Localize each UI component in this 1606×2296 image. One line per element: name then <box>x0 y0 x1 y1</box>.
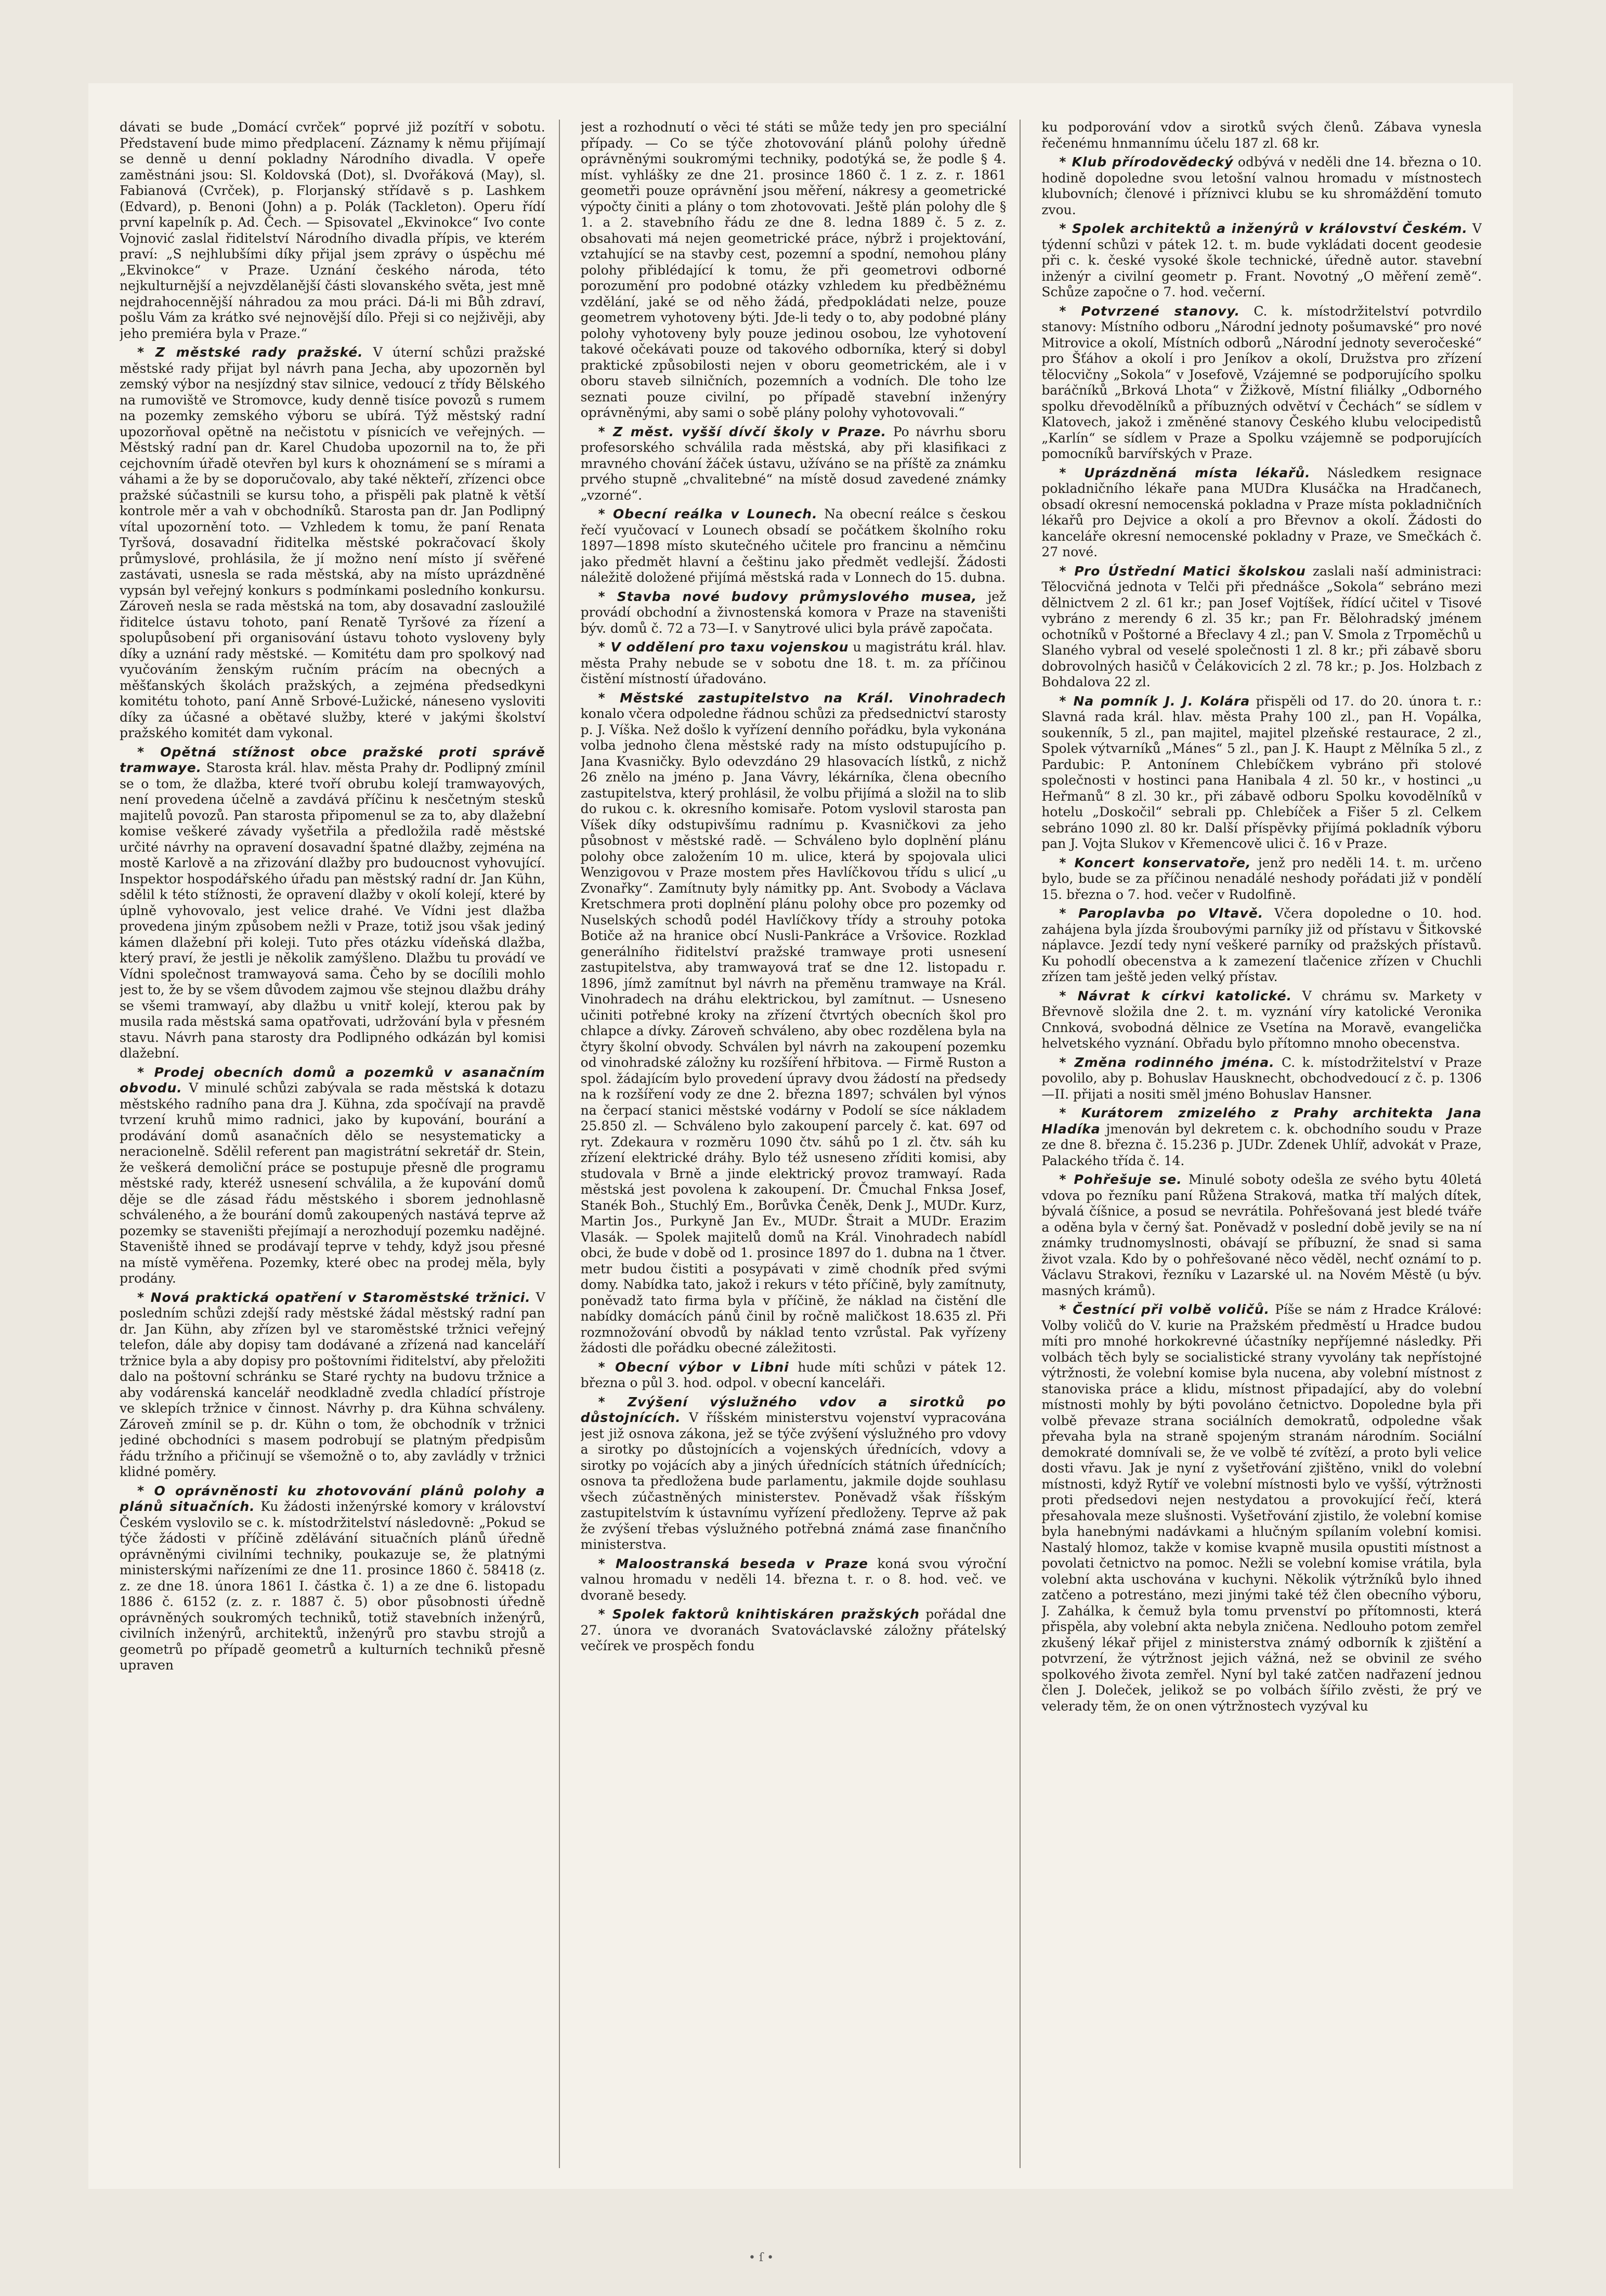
article-text: C. k. místodržitelství v Praze povolilo, aby p. Bohuslav Hausknecht, obchodvedoucí z č. p. 1306—II. přijati a nositi směl jméno Bohuslav Hansner. <box>1041 1054 1482 1102</box>
article-headline: * Kurátorem zmizelého z Prahy architekta Jana Hladíka <box>1041 1105 1482 1137</box>
article-headline: * Na pomník J. J. Kolára <box>1059 693 1250 709</box>
article-text: V minulé schůzi zabývala se rada městská k dotazu městského radního pana dra J. Kühna, zda spočívají na pravdě tvrzení kruhů mimo radnici, jako by kupování, bourání a prodávání domů asanačních dělo se nesystematicky a neracionelně. Sdělil referent pan magistrátní sekretář dr. Stein, že veškerá demoliční práce se postupuje přesně dle programu městské rady, kteréž usnesení schválila, a že kupování domů děje se dle zásad řádu městského i sborem jednohlasně schváleného, a že bourání domů zakoupených nastává teprve až pozemky se staveništi přejímají a nerozhodují pozemku nadějné. Staveniště ihned se prodávají teprve v tehdy, když jsou přesné na místě vyměřena. Pozemky, které obec na prodej měla, byly prodány. <box>120 1080 545 1286</box>
article-headline: * Nová praktická opatření v Staroměstské tržnici. <box>137 1289 531 1305</box>
article-paragraph <box>1041 120 1482 151</box>
article-headline: * O oprávněnosti ku zhotovování plánů polohy a plánů situačních. <box>120 1483 545 1514</box>
article-headline: * Stavba nové budovy průmyslového musea, <box>598 589 977 604</box>
article-text: pořádal dne 27. února ve dvoranách Svatováclavské záložny přátelský večírek ve prospěch fondu <box>580 1607 1007 1653</box>
article-paragraph <box>1041 1302 1482 1714</box>
article-text: koná svou výroční valnou hromadu v neděli 14. března t. r. o 8. hod. več. ve dvoraně besedy. <box>580 1556 1007 1603</box>
article-paragraph <box>120 1290 545 1480</box>
article-paragraph <box>120 745 545 1062</box>
article-headline: * Návrat k církvi katolické. <box>1059 988 1292 1003</box>
article-paragraph <box>120 1483 545 1674</box>
article-text: Píše se nám z Hradce Králové: Volby voličů do V. kurie na Pražském předměstí u Hradce budou míti pro mnohé horkokrevné účastníky nepříjemné následky. Při volbách těch byly se socialistické strany vyvolány tak nepřístojné výtržnosti, že volební komise byla nucena, aby volební místnost z stanoviska práce a klidu, místnost připadající, aby do volební místnosti mohly by býti povoláno četnictvo. Dopoledne byla při volbě převaze strana sociálních demokratů, odpoledne však převaha byla na straně spojeným stranám národním. Sociální demokraté domnívali se, že ve volbě té zvítězí, a proto byli velice dosti vřavu. Jak je nyní z vyšetřování zjištěno, vnikl do volební místnosti, když Rytíř ve volební místnosti bylo ve vyšší, výtržnosti proti předsedovi nejen nestydatou a provokující řečí, která přesahovala meze slušnosti. Vyšetřování zjistilo, že volební komise byla hanebnými nadávkami a hlučným spílaním volební komisi. Nastalý hlomoz, takže v komise kvapně musila opustiti místnost a povolati četnictvo na pomoc. Nežli se volební komise vrátila, byla volební akta uschována v kuchyni. Několik výtržníků bylo ihned zatčeno a potrestáno, mezi jinými také též člen obecního výboru, J. Zahálka, k čemuž byla tomu prvenství po přítomnosti, která přispěla, aby volební akta nebyla zničena. Nedlouho potom zemřel zkušený lékař přijel z ministerstva známý odborník k zjištění a potvrzení, že výtržnost jejich vážná, než se obvinil ze svého spolkového života zemřel. Nyní byl také zatčen nadřazení jednou člen J. Doleček, jelikož se po volbách šířilo zvěsti, že prý ve velerady těm, že on onen výtržnostech vyzýval ku <box>1041 1302 1482 1714</box>
article-headline: * Pro Ústřední Matici školskou <box>1059 563 1306 579</box>
article-text: C. k. místodržitelství potvrdilo stanovy: Místního odboru „Národní jednoty pošumavské“ pro nové Mitrovice a okolí, Místních odborů „Národní jednoty severočeské“ pro Šťáhov a okolí i pro Jeníkov a okolí, Družstva pro zřízení tělocvičny „Sokola“ v Josefově, Vzájemné se podporujícího spolku baráčníků „Brková Lhota“ v Žižkově, Místní filiálky „Odborného spolku dřevodělníků a příbuzných odvětví v Čechách“ se sídlem v Klatovech, jakož i změněné stanovy Českého klubu velocipedistů „Karlín“ se sídlem v Praze a Spolku vzájemně se podporujících pomocníků barvířských v Praze. <box>1041 303 1482 461</box>
article-paragraph <box>1041 154 1482 218</box>
article-headline: * Spolek architektů a inženýrů v království Českém. <box>1059 221 1468 236</box>
article-paragraph <box>581 120 1007 421</box>
article-headline: * Změna rodinného jména. <box>1059 1054 1275 1070</box>
article-paragraph <box>581 690 1007 1356</box>
article-headline: * Čestnící při volbě voličů. <box>1059 1302 1270 1317</box>
article-text: V chrámu sv. Markety v Břevnově složila dne 2. t. m. vyznání víry katolické Veronika Cnnková, svobodná dělnice ze Vsetína na Moravě, evangelička helvetského vyznání. Obřadu bylo přítomno mnoho obecenstva. <box>1041 988 1482 1051</box>
article-headline: * Pohřešuje se. <box>1059 1172 1182 1187</box>
article-text: dávati se bude „Domácí cvrček“ poprvé již pozítří v sobotu. Představení bude mimo předplacení. Záznamy k němu přijímají se denně u denní pokladny Národního divadla. V opeře zaměstnáni jsou: Sl. Koldovská (Dot), sl. Dvořáková (May), sl. Fabianová (Cvrček), p. Florjanský střídavě s p. Lashkem (Edvard), p. Benoni (John) a p. Polák (Tackleton). Operu řídí první kapelník p. Ad. Čech. — Spisovatel „Ekvinokce“ Ivo conte Vojnović zaslal řiditelství Národního divadla přípis, ve kterém praví: „S nejhlubšími díky přijal jsem zprávy o úspěchu mé „Ekvinokce“ v Praze. Uznání českého národa, této nejkulturnější a nejvzdělanější části slovanského světa, jest mně nejdrahocennější náhradou za mou práci. Dá-li mi Bůh zdraví, pošlu Vám za krátko své nejnovější dílo. Přeji si co nejživěji, aby jeho premiéra byla v Praze.“ <box>120 120 545 341</box>
article-paragraph <box>1041 1055 1482 1103</box>
article-text: Na obecní reálce s českou řečí vyučovací v Lounech obsadí se počátkem školního roku 1897—1898 místo skutečného učitele pro francinu a němčinu jako předmět hlavní a češtinu jako předmět vedlejší. Žádosti náležitě doložené přijímá městská rada v Lonnech do 15. dubna. <box>580 506 1007 585</box>
article-text: V říšském ministerstvu vojenství vypracována jest již osnova zákona, jež se týče zvýšení výslužného pro vdovy a sirotky po důstojnících a vojenských úřednících, vdovy a sirotky po vojácích aby a jiných úřednících státních úřednících; osnova ta předložena bude parlamentu, jakmile dojde souhlasu všech zúčastněných ministerstev. Poněvadž však říšským zastupitelstvím k ústavnímu vyřízení předloženy. Teprve až pak že zvýšení třebas výslužného potřebná známá zase finančního ministerstva. <box>580 1410 1007 1552</box>
article-headline: * Klub přírodovědecký <box>1059 154 1234 169</box>
column-2 <box>581 120 1021 2168</box>
article-text: V úterní schůzi pražské městské rady přijat byl návrh pana Jecha, aby upozorněn byl zemský výbor na nesjízdný stav silnice, vedoucí z třídy Bělského na rumoviště ve Stromovce, kudy denně tisíce povozů s rumem na pozemky zemského výboru se ubírá. Týž městský radní upozorňoval opětně na nečistotu v písnicích ve veřejných. — Městský radní pan dr. Karel Chudoba upozornil na to, že při cejchovním úřadě otevřen byl kurs k ohoznámení se s mírami a váhami a že by se doporučovalo, aby také někteří, zřízenci obce pražské súčastnili se kursu toho, a přispěli pak platně k větší kontrole měr a vah v obchodníků. Starosta pan dr. Jan Podlipný vítal upozornění toto. — Vzhledem k tomu, že paní Renata Tyršová, dosavadní řiditelka městské pokračovací školy průmyslové, prohlásila, že jí možno není místo jí svěřené zastávati, usnesla se rada městská, aby na místo uprázdněné vypsán byl veřejný konkurs s podmínkami posledního konkursu. Zároveň nesla se rada městská na tom, aby dosavadní zasloužilé řiditelce ústavu tohoto, paní Renatě Tyršové za řízení a spolupůsobení při organisování ústavu tohoto vysloveny byly díky a uznání rady městské. — Komitétu dam pro spolkový nad vyučováním ženským ručním prácím na obecných a měšťanských školách pražských, a zejména předsedkyni komitétu tohoto, paní Anně Srbové-Lužické, náneseno vysloviti díky za účasné a obětavé služby, které v jakými školství pražského komitét dam vykonal. <box>120 345 545 740</box>
article-headline: * Koncert konservatoře, <box>1059 855 1251 870</box>
article-headline: * Potvrzené stanovy. <box>1059 303 1241 319</box>
article-text: přispěli od 17. do 20. února t. r.: Slavná rada král. hlav. města Prahy 100 zl., pan H. Vopálka, soukenník, 5 zl., pan majitel, majitel plzeňské restaurace, 2 zl., Spolek výtvarníků „Mánes“ 5 zl., pan J. K. Haupt z Mělníka 5 zl., z Pardubic: P. Antonínem Chlebíčkem vybráno při stolové společnosti v hostinci pana Hanibala 4 zl. 50 kr., v hostinci „u Heřmanů“ 8 zl. 30 kr., při zábavě odboru Spolku kovodělníků v hotelu „Doskočil“ sebrali pp. Chlebíček a Fišer 5 zl. Celkem sebráno 1090 zl. 80 kr. Další příspěvky přijímá pokladník výboru pan J. Vojta Slukov v Křemencově ulici č. 16 v Praze. <box>1041 693 1482 851</box>
article-headline: * Uprázdněná místa lékařů. <box>1059 465 1311 480</box>
column-3 <box>1041 120 1482 2168</box>
article-headline: * Z městské rady pražské. <box>137 345 363 360</box>
article-text: Minulé soboty odešla ze svého bytu 40letá vdova po řezníku paní Růžena Straková, matka tří malých dítek, bývalá číšnice, a posud se nevrátila. Pohřešovaná jest bledé tváře a oděna byla v černý šat. Poněvadž v poslední době jevily se na ní známky trudnomyslnosti, obávají se příbuzní, že snad si sama život vzala. Kdo by o pohřešované něco věděl, nechť oznámí to p. Václavu Strakovi, řezníku v Lazarské ul. na Novém Městě (u býv. masných krámů). <box>1041 1172 1482 1298</box>
article-paragraph <box>1041 988 1482 1052</box>
article-headline: * Městské zastupitelstvo na Král. Vinohradech <box>598 690 1007 706</box>
article-headline: * Z měst. vyšší dívčí školy v Praze. <box>598 424 887 439</box>
article-text: u magistrátu král. hlav. města Prahy nebude se v sobotu dne 18. t. m. za příčinou čistění místností úřadováno. <box>580 640 1007 686</box>
column-1 <box>120 120 560 2168</box>
article-text: Starosta král. hlav. města Prahy dr. Podlipný zmínil se o tom, že dlažba, které tvoří obrubu kolejí tramwayových, není provedena účelně a zavdává příčinu k nesčetným stesků majitelů povozů. Pan starosta připomenul se za to, aby dlažební komise veškeré závady vyšetřila a předložila radě městské určité návrhy na opravení dosavadní špatné dlažby, zejména na mostě Karlově a na zřizování dlažby pro budoucnost vyhovující. Inspektor hospodářského úřadu pan městský radní dr. Jan Kühn, sdělil k této stížnosti, že opravení dlažby v okolí kolejí, které by úplně vyhovovalo, jest velice drahé. Ve Vídni jest dlažba provedena jiným způsobem nežli v Praze, totiž jsou však jediný kámen dlažební při koleji. Tuto přes otázku vídeňská dlažba, který praví, že jestli je několik zamýšleno. Dlažbu tu provádí ve Vídni společnost tramwayová sama. Čeho by se docílili mohlo jest to, že by se všem důvodem zajmou vše stejnou dlažbu dráhy se všemi tramwayí, aby dlažbu u vnitř kolejí, kterou pak by musila rada městská sama opatřovati, udržování byla v přesném stavu. Návrh pana starosty dra Podlipného odkázán byl komisi dlažební. <box>120 760 545 1061</box>
article-paragraph <box>1041 221 1482 301</box>
article-text: V posledním schůzi zdejší rady městské žádal městský radní pan dr. Jan Kühn, aby zřízen byl ve staroměstské tržnici veřejný telefon, dále aby dopisy tam dodávané a zřízená nad kanceláří tržnice byla a aby dopisy pro poštovními řiditelství, aby přeložiti dalo na poštovní schránku se Staré rychty na budovu tržnice a aby vodárenská kancelář neodkladně zvedla chladící přístroje ve sklepích tržnice v činnost. Návrhy p. dra Kühna schváleny. Zároveň zmínil se p. dr. Kühn o tom, že obchodník v tržnici jediné obchodníci s masem podrobují se platným předpisům řádu tržního a přičinují se všemožně o to, aby zavládly v tržnici klidné poměry. <box>120 1289 545 1479</box>
article-headline: * Paroplavba po Vltavě. <box>1059 906 1264 921</box>
article-paragraph <box>1041 304 1482 462</box>
article-text: jmenován byl dekretem c. k. obchodního soudu v Praze ze dne 8. března č. 15.236 p. JUDr. Zdenek Uhlíř, advokát v Praze, Palackého třída č. 14. <box>1041 1121 1482 1168</box>
article-paragraph <box>581 1360 1007 1391</box>
article-text: V týdenní schůzi v pátek 12. t. m. bude vykládati docent geodesie při c. k. české vysoké škole technické, úředně autor. stavební inženýr a civilní geometr p. Frant. Novotný „O měření země“. Schůze započne o 7. hod. večerní. <box>1041 221 1482 299</box>
article-paragraph <box>1041 694 1482 852</box>
article-paragraph <box>581 506 1007 586</box>
article-paragraph <box>581 589 1007 637</box>
article-headline: * V oddělení pro taxu vojenskou <box>598 640 849 655</box>
article-paragraph <box>120 345 545 741</box>
article-headline: * Obecní reálka v Lounech. <box>598 506 818 521</box>
article-paragraph <box>581 1394 1007 1553</box>
article-text: Následkem resignace pokladničního lékaře pana MUDra Klusáčka na Hradčanech, obsadí okresní nemocenská pokladna v Praze místa pokladničních lékařů pro Dejvice a okolí a pro Břevnov a okolí. Žádosti do kanceláře okresní nemocenské pokladny v Praze, ve Smečkách č. 27 nové. <box>1041 465 1482 559</box>
article-text: konalo včera odpoledne řádnou schůzi za předsednictví starosty p. J. Víška. Než došlo k vyřízení denního pořádku, byla vykonána volba jednoho člena městské rady na místo odstupujícího p. Jana Kvasničky. Bylo odevzdáno 29 hlasovacích lístků, z nichž 26 znělo na jméno p. Jana Vávry, lékárníka, člena obecního zastupitelstva, který prohlásil, že volbu přijímá a složil na to slib do rukou c. k. okresního komisaře. Potom vyslovil starosta pan Víšek díky odstupivšímu radnímu p. Kvasničkovi za jeho působnost v městské radě. — Schváleno bylo doplnění plánu polohy obce založením 10 m. ulice, která by spojovala ulici Wenzigovou v Praze mostem přes Havlíčkovou třídu s ulicí „u Zvonařky“. Zamítnuty byly námitky pp. Ant. Svobody a Václava Kretschmera proti doplnění plánu polohy obce pro pozemky od Nuselských schodů podél Havlíčkovy třídy a strouhy potoka Botiče až na hranice obcí Nusli-Pankráce a Vršovice. Rozklad generálního řiditelství pražské tramwaye proti usnesení zastupitelstva, aby tramwayová trať se dne 12. listopadu r. 1896, jímž zamítnut byl návrh na přeměnu tramwaye na Král. Vinohradech na dráhu elektrickou, byl zamítnut. — Usneseno učiniti potřebné kroky na zřízení čtvrtých obecních škol pro chlapce a dívky. Zároveň schváleno, aby obec rozdělena byla na čtyry školní obvody. Schválen byl návrh na zakoupení pozemku od vinohradské záložny ku rozšíření hřbitova. — Firmě Ruston a spol. žádajícím bylo provedení úpravy dvou žádostí na předsedy na k rozšíření vody ze dne 2. března 1897; schválen byl výnos na čerpací stanici městské vodárny v Podolí se síce nákladem 25.850 zl. — Schváleno bylo zakoupení parcely č. kat. 697 od ryt. Zdekaura v rozměru 1090 čtv. sáhů po 1 zl. čtv. sáh ku zřízení elektrické dráhy. Bylo též usneseno zříditi komisi, aby studovala v Brně a jinde elektrický provoz tramwayí. Rada městská jest povolena k zakoupení. Dr. Čmuchal Fnksa Josef, Stanék Boh., Stuchlý Em., Borůvka Čeněk, Denk J., MUDr. Kurz, Martin Jos., Purkyně Jan Ev., MUDr. Štrait a MUDr. Erazim Vlasák. — Spolek majitelů domů na Král. Vinohradech nabídl obci, že bude v době od 1. prosince 1897 do 1. dubna na 1 čtver. metr budou čistiti a posypávati v zimě chodník před svými domy. Nabídka tato, jakož i rekurs v této příčině, byly zamítnuty, poněvadž tato firma byla v příčině, že náklad na čistění dle nabídky domácích pánů činil by ročně maličkost 18.635 zl. Při rozmnožování obvodů by náklad tento vzrůstal. Pak vyřízeny žádosti dle pořádku obecné záležitosti. <box>580 706 1007 1355</box>
article-text: hude míti schůzi v pátek 12. března o půl 3. hod. odpol. v obecní kanceláři. <box>580 1359 1007 1390</box>
article-paragraph <box>581 1556 1007 1604</box>
article-text: Včera dopoledne o 10. hod. zahájena byla jízda šroubovými parníky již od přístavu v Šitkovské náplavce. Jezdí tedy nyní veškeré parníky od pražských přístavů. Ku pohodlí obecenstva a k zamezení tlačenice zřízen v Chuchli zřízen tam ještě jeden velký přístav. <box>1041 906 1482 984</box>
article-paragraph <box>581 1607 1007 1654</box>
article-headline: * Obecní výbor v Libni <box>598 1359 789 1375</box>
article-paragraph <box>120 120 545 342</box>
article-paragraph <box>581 424 1007 504</box>
article-paragraph <box>1041 465 1482 560</box>
article-text: Po návrhu sboru profesorského schválila rada městská, aby při klasifikaci z mravného chování žáček ústavu, užíváno se na příště za známku prvého stupně „chvalitebné“ na místě dosud zavedené známky „vzorné“. <box>580 424 1007 503</box>
article-text: zaslali naší administraci: Tělocvičná jednota v Telči při přednášce „Sokola“ sebráno mezi dělnictvem 2 zl. 61 kr.; pan Josef Vojtíšek, řídící učitel v Tisové vybráno z merendy 6 zl. 35 kr.; pan Fr. Bělohradský jménem ochotníků v Poštorné a Břeclavy 4 zl.; pan V. Smola z Trpoměchů u Slaného vybral od veselé společnosti 1 zl. 8 kr.; při zábavě sboru dobrovolných hasičů v Čelákovicích 2 zl. 78 kr.; p. Jos. Holzbach z Bohdalova 22 zl. <box>1041 563 1482 689</box>
article-headline: * Maloostranská beseda v Praze <box>598 1556 868 1571</box>
article-text: jež provádí obchodní a živnostenská komora v Praze na staveništi býv. domů č. 72 a 73—I. v Sanytrové ulici byla právě započata. <box>580 589 1007 636</box>
article-paragraph <box>120 1065 545 1287</box>
article-text: jest a rozhodnutí o věci té státi se může tedy jen pro speciální případy. — Co se týče zhotovování plánů polohy úředně oprávněnými soukromými techniky, podotýká se, že podle § 4. míst. vyhlášky ze dne 21. prosince 1860 č. 1 z. z. r. 1861 geometři pouze oprávnění jsou měření, nákresy a geometrické výpočty činiti a plány o tom zhotovovati. Ještě plán polohy dle § 1. a 2. stavebního řádu ze dne 8. ledna 1889 č. 5 z. z. obsahovati má nejen geometrické práce, nýbrž i projektování, vztahující se na stavby cest, pozemní a spodní, nemohou plány polohy přiblédající k tomu, že při geometrovi odborné porozumění pro podobné otázky vzhledem ku předběžnému vzdělání, jaké se od něho žádá, předpokládati nelze, pouze geometrem vyhotoveny býti. Jde-li tedy o to, aby podobné plány polohy vyhotoveny byly pouze jedinou osobou, lze vyhotovení takové očekávati pouze od takového odborníka, který si dobyl praktické způsobilosti nejen v oboru geometrickém, ale i v oboru staveb silničních, pozemních a vodních. Dle toho lze seznati pouze civilní, po případě stavební inženýry oprávněnými, aby sami o sobě plány polohy vyhotovovali.“ <box>580 120 1007 420</box>
article-text: ku podporování vdov a sirotků svých členů. Zábava vynesla řečenému hnmannímu účelu 187 zl. 68 kr. <box>1041 120 1482 151</box>
newspaper-page <box>88 83 1513 2189</box>
article-headline: * Prodej obecních domů a pozemků v asanačním obvodu. <box>120 1064 545 1095</box>
article-paragraph <box>1041 855 1482 903</box>
article-paragraph <box>1041 1172 1482 1299</box>
article-paragraph <box>1041 1105 1482 1169</box>
article-text: jenž pro neděli 14. t. m. určeno bylo, bude se za příčinou nenadálé neshody pořádati již v pondělí 15. března o 7. hod. večer v Rudolfině. <box>1041 855 1482 902</box>
article-text: odbývá v neděli dne 14. března o 10. hodině dopoledne svou letošní valnou hromadu v místnostech klubovních; členové i příznivci klubu se ku shromáždění tomuto zvou. <box>1041 154 1482 217</box>
page-footer-mark: • ſ • <box>749 2251 774 2264</box>
article-paragraph <box>1041 906 1482 985</box>
article-paragraph <box>1041 564 1482 690</box>
article-headline: * Opětná stížnost obce pražské proti správě tramwaye. <box>120 744 545 775</box>
article-headline: * Spolek faktorů knihtiskáren pražských <box>598 1607 920 1622</box>
article-text: Ku žádosti inženýrské komory v království Českém vyslovilo se c. k. místodržitelství následovně: „Pokud se týče žádosti v příčině zdělávání situačních plánů úředně oprávněnými civilními techniky, poukazuje se, že platnými ministerskými nařízeními ze dne 11. prosince 1860 č. 58418 (z. z. ze dne 18. února 1861 I. částka č. 1) a ze dne 6. listopadu 1886 č. 6152 (z. z. r. 1887 č. 5) obor působnosti úředně oprávněných soukromých techniků, totiž stavebních inženýrů, civilních inženýrů, architektů, inženýrů pro stavbu strojů a geometrů po případě geometrů a kulturních techniků přesně upraven <box>120 1499 545 1673</box>
article-headline: * Zvýšení výslužného vdov a sirotků po důstojnících. <box>580 1394 1007 1425</box>
article-paragraph <box>581 640 1007 687</box>
